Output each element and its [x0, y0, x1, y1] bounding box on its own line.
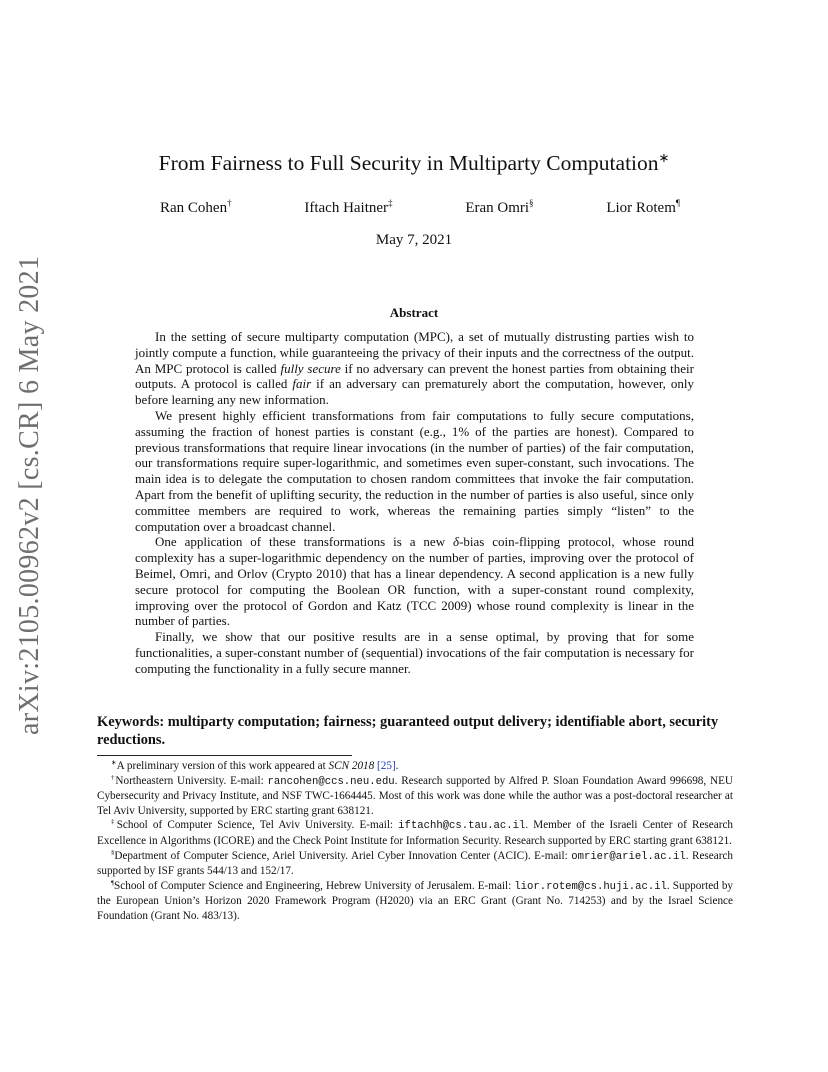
- email-address: lior.rotem@cs.huji.ac.il: [514, 880, 667, 893]
- text-run: School of Computer Science and Engineering, Hebrew University of Jerusalem. E-mail:: [114, 879, 515, 892]
- footnote-mark: ∗: [111, 759, 117, 767]
- footnote: [97, 879, 733, 924]
- footnote-mark: ¶: [111, 879, 115, 887]
- keywords: Keywords: multiparty computation; fairness; guaranteed output delivery; identifiable abort, security reductions.: [97, 714, 719, 748]
- abstract-body: [135, 329, 694, 677]
- abstract-heading: Abstract: [389, 305, 439, 320]
- author-name: Iftach Haitner: [304, 200, 389, 216]
- text-run: In the setting of secure multiparty computation (MPC), a set of mutually distrusting parties wish to jointly compute a function, while guaranteeing the privacy of their inputs and the correctness of the output. An MPC protocol is called: [135, 329, 694, 376]
- author: [465, 200, 533, 217]
- text-run: A preliminary version of this work appeared at: [116, 760, 329, 772]
- footnote-mark: †: [111, 773, 116, 781]
- author: [160, 200, 232, 217]
- author-name: Eran Omri: [465, 200, 530, 216]
- author-list: [160, 200, 680, 217]
- footnote-rule: [97, 755, 352, 756]
- emphasis: fully secure: [280, 360, 341, 376]
- footnote: [97, 849, 733, 879]
- footnote: [97, 774, 733, 819]
- footnote-mark: §: [111, 848, 115, 856]
- email-address: iftachh@cs.tau.ac.il: [398, 820, 526, 833]
- arxiv-stamp: arXiv:2105.00962v2 [cs.CR] 6 May 2021: [14, 255, 45, 735]
- author-name: Lior Rotem: [606, 200, 676, 216]
- footnote: [97, 818, 733, 848]
- author-mark: ‡: [388, 198, 393, 208]
- text-run: Department of Computer Science, Ariel University. Ariel Cyber Innovation Center (ACIC). E-mail:: [114, 849, 572, 862]
- author-mark: ¶: [675, 198, 680, 208]
- text-run: School of Computer Science, Tel Aviv University. E-mail:: [116, 819, 399, 832]
- venue: SCN 2018: [328, 760, 375, 772]
- abstract-paragraph: Finally, we show that our positive results are in a sense optimal, by proving that for some functionalities, a super-constant number of (sequential) invocations of the fair computation is necessary for computing the functionality in a fully secure manner.: [135, 629, 694, 676]
- text-run: One application of these transformations is a new: [155, 534, 454, 550]
- title-text: From Fairness to Full Security in Multiparty Computation: [158, 151, 659, 175]
- footnote: [97, 759, 733, 774]
- author-mark: §: [529, 198, 534, 208]
- abstract-paragraph: [135, 329, 694, 408]
- abstract-paragraph: [135, 534, 694, 629]
- text-run: . Research supported by Alfred P. Sloan Foundation Award 996698, NEU Cybersecurity and Privacy Institute, and NSF TWC-1664445. Most of this work was done while the author was a post-doctoral researcher at Tel Aviv University, supported by ERC starting grant 638121.: [97, 774, 734, 817]
- citation-link[interactable]: [25]: [377, 760, 396, 772]
- text-run: -bias coin-flipping protocol, whose round complexity has a super-logarithmic dependency on the number of parties, improving over the protocol of Beimel, Omri, and Orlov (Crypto 2010) that has a linear dependency. A second application is a new fully secure protocol for computing the Boolean OR function, with a super-constant round complexity, improving over the protocol of Gordon and Katz (TCC 2009) whose round complexity is linear in the number of parties.: [135, 534, 695, 629]
- text-run: if no adversary can prevent the honest parties from obtaining their outputs. A protocol is called: [135, 360, 694, 392]
- author: [304, 200, 392, 217]
- emphasis: fair: [292, 376, 312, 392]
- text-run: Northeastern University. E-mail:: [115, 774, 268, 787]
- footnotes: [97, 759, 733, 924]
- email-address: rancohen@ccs.neu.edu: [267, 775, 395, 788]
- text-run: . Member of the Israeli Center of Research Excellence in Algorithms (ICORE) and the Check Point Institute for Information Security. Research supported by ERC starting grant 638121.: [97, 819, 734, 847]
- footnote-mark: ‡: [111, 818, 117, 826]
- author: [606, 200, 680, 217]
- title-footnote-mark: ∗: [658, 150, 670, 165]
- text-run: . Research supported by ISF grants 544/13 and 152/17.: [97, 849, 734, 878]
- text-run: . Supported by the European Union’s Horizon 2020 Framework Program (H2020) via an ERC Grant (Grant No. 714253) and by the Israel Science Foundation (Grant No. 483/13).: [97, 879, 734, 922]
- email-address: omrier@ariel.ac.il: [571, 850, 686, 863]
- paper-title: [0, 151, 828, 176]
- math-symbol: δ: [453, 534, 460, 550]
- author-name: Ran Cohen: [160, 200, 228, 216]
- text-run: .: [395, 760, 399, 772]
- author-mark: †: [227, 198, 232, 208]
- paper-date: May 7, 2021: [375, 232, 453, 248]
- text-run: if an adversary can prematurely abort the computation, however, only before learning any new information.: [135, 376, 694, 408]
- abstract-paragraph: We present highly efficient transformations from fair computations to fully secure computations, assuming the fraction of honest parties is constant (e.g., 1% of the parties are honest). Compared to previous transformations that require linear invocations (in the number of parties) of the fair computation, our transformations require super-logarithmic, and sometimes even super-constant, such invocations. The main idea is to delegate the computation to chosen random committees that invoke the fair computation. Apart from the benefit of uplifting security, the reduction in the number of parties is also useful, since only committee members are required to work, whereas the remaining parties simply “listen” to the computation over a broadcast channel.: [135, 407, 694, 534]
